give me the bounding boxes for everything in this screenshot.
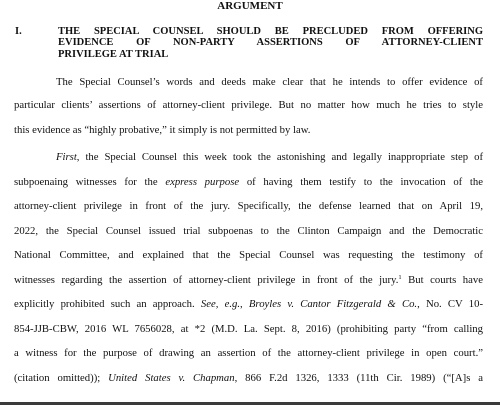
text-run: , No. CV 10- <box>417 298 484 310</box>
text-run: , <box>240 298 249 310</box>
bottom-divider <box>0 402 500 405</box>
text-run: witnesses regarding the assertion of attorney-client privilege in front of the jury. <box>14 274 399 286</box>
text-run: , 866 F.2d 1326, 1333 (11th Cir. 1989) (“[A]s a <box>234 372 483 384</box>
paragraph-2-line-8: 854-JJB-CBW, 2016 WL 7656028, at *2 (M.D. La. Sept. 8, 2016) (prohibiting party “from calling <box>14 323 483 335</box>
emphasis-first: First <box>56 151 77 163</box>
section-title-line-3: PRIVILEGE AT TRIAL <box>58 49 169 60</box>
text-run: But courts have <box>401 274 483 286</box>
section-title-line-2: EVIDENCE OF NON-PARTY ASSERTIONS OF ATTORNEY-CLIENT <box>58 37 483 48</box>
paragraph-1-line-1: The Special Counsel’s words and deeds make clear that he intends to offer evidence of <box>56 76 483 88</box>
paragraph-2-line-7 <box>14 297 483 311</box>
paragraph-2-line-1 <box>56 150 483 164</box>
case-name-broyles: Broyles v. Cantor Fitzgerald & Co. <box>248 298 418 310</box>
paragraph-2-line-6 <box>14 273 483 287</box>
paragraph-2-line-5: National Committee, and explained that the Special Counsel was requesting the testimony of <box>14 249 483 261</box>
argument-heading: ARGUMENT <box>217 0 283 12</box>
paragraph-1-line-3: this evidence as “highly probative,” it simply is not permitted by law. <box>14 124 311 136</box>
paragraph-2-line-9: a witness for the purpose of drawing an assertion of the attorney-client privilege in open court.” <box>14 347 483 359</box>
paragraph-2-line-3: attorney-client privilege in front of the jury. Specifically, the defense learned that on April 19, <box>14 200 483 212</box>
text-run: of having them testify to the invocation of the <box>239 176 483 188</box>
signal-see-eg: See, e.g. <box>200 298 241 310</box>
footnote-marker[interactable]: 1 <box>398 274 402 281</box>
paragraph-2-line-2 <box>14 175 483 189</box>
section-title-line-1: THE SPECIAL COUNSEL SHOULD BE PRECLUDED FROM OFFERING <box>58 26 483 37</box>
paragraph-1-line-2: particular clients’ assertions of attorney-client privilege. But no matter how much he tries to style <box>14 99 483 111</box>
text-run: (citation omitted)); <box>14 372 109 384</box>
paragraph-2-line-4: 2022, the Special Counsel issued trial subpoenas to the Clinton Campaign and the Democratic <box>14 225 483 237</box>
text-run: subpoenaing witnesses for the <box>14 176 166 188</box>
section-number: I. <box>15 26 22 37</box>
text-run: explicitly prohibited such an approach. <box>14 298 201 310</box>
case-name-chapman: United States v. Chapman <box>108 372 235 384</box>
text-run: , the Special Counsel this week took the astonishing and legally inappropriate step of <box>76 151 483 163</box>
paragraph-2-line-10 <box>14 371 483 385</box>
emphasis-express-purpose: express purpose <box>165 176 240 188</box>
